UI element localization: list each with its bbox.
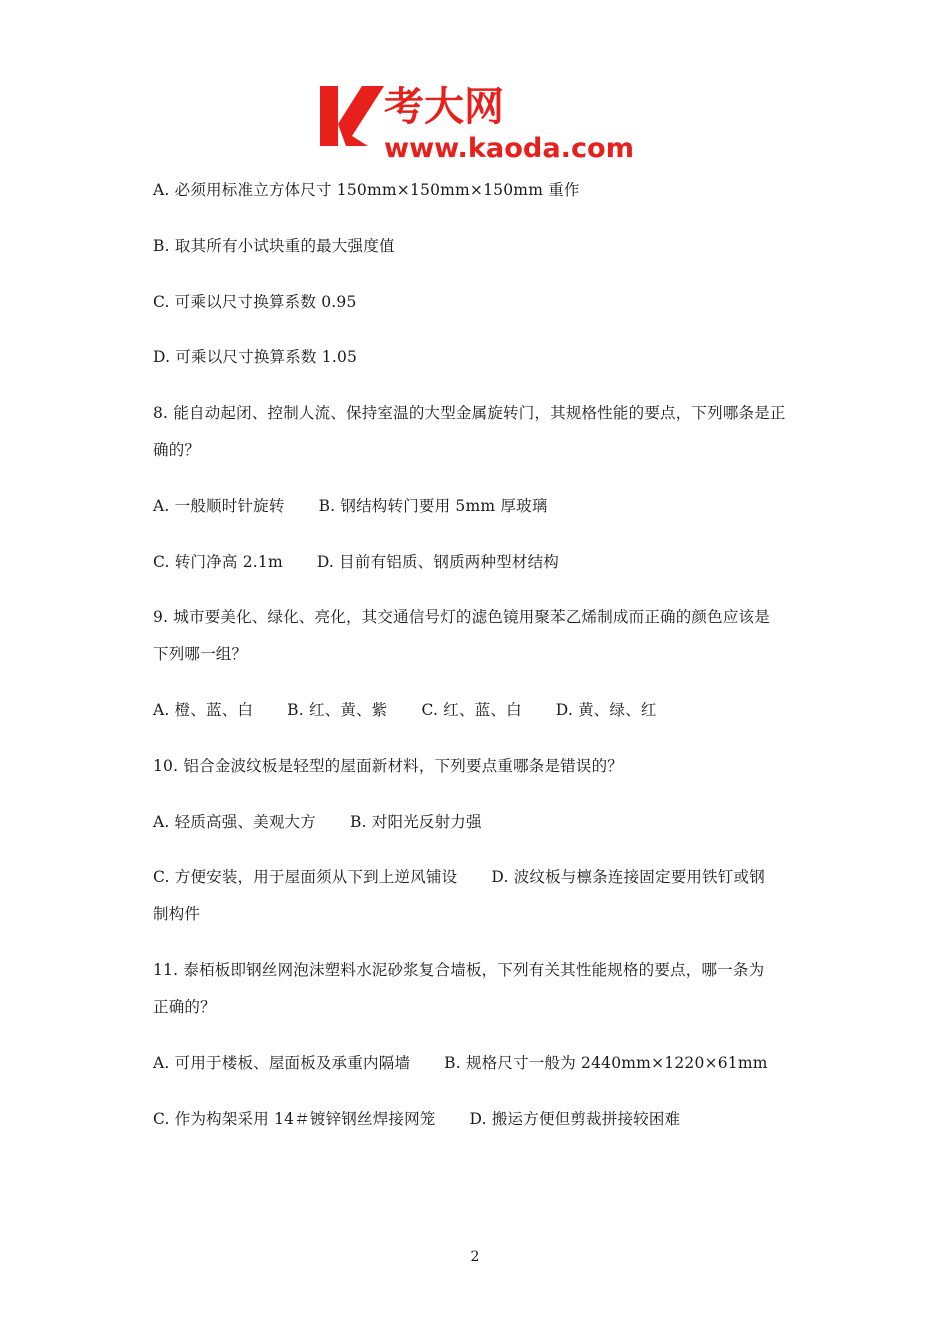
option-a: A. 橙、蓝、白 [153,701,254,719]
question-11-text: 11. 泰栢板即钢丝网泡沫塑料水泥砂浆复合墙板，下列有关其性能规格的要点，哪一条为 [153,961,765,979]
option-d: D. 搬运方便但剪裁拼接较困难 [469,1110,681,1128]
option-line: C. 可乘以尺寸换算系数 0.95 [153,293,357,311]
option-d: D. 黄、绿、红 [555,701,657,719]
page-number: 2 [470,1249,480,1265]
option-a: A. 轻质高强、美观大方 [153,813,316,831]
question-9-text-cont: 下列哪一组？ [153,645,248,663]
option-row [153,698,657,720]
question-8-text-cont: 确的？ [153,441,201,459]
option-line: D. 可乘以尺寸换算系数 1.05 [153,348,358,366]
option-a: A. 一般顺时针旋转 [153,497,285,515]
option-b: B. 对阳光反射力强 [349,813,482,831]
option-row [153,1107,680,1129]
option-c: C. 红、蓝、白 [421,701,522,719]
option-d: D. 波纹板与檩条连接固定要用铁钉或钢 [491,868,765,886]
k-logo-icon [320,86,384,146]
option-line: A. 必须用标准立方体尺寸 150mm×150mm×150mm 重作 [153,181,580,199]
option-b: B. 规格尺寸一般为 2440mm×1220×61mm [444,1054,768,1072]
question-11-text-cont: 正确的？ [153,998,216,1016]
option-b: B. 钢结构转门要用 5mm 厚玻璃 [318,497,548,515]
option-d: D. 目前有铝质、钢质两种型材结构 [316,553,559,571]
question-10-text: 10. 铝合金波纹板是轻型的屋面新材料，下列要点重哪条是错误的？ [153,757,623,775]
kaoda-logo [318,80,638,162]
question-9-text: 9. 城市要美化、绿化、亮化，其交通信号灯的滤色镜用聚苯乙烯制成而正确的颜色应该是 [153,608,770,626]
option-d-cont: 制构件 [153,905,201,923]
option-row [153,810,482,832]
option-line: B. 取其所有小试块重的最大强度值 [153,237,395,255]
option-row [153,1051,768,1073]
option-b: B. 红、黄、紫 [287,701,388,719]
option-c: C. 作为构架采用 14＃镀锌钢丝焊接网笼 [153,1110,436,1128]
option-c: C. 转门净高 2.1m [153,553,283,571]
logo-cn-text: 考大网 [384,84,504,130]
logo-url-text: www.kaoda.com [384,133,634,162]
option-row [153,550,559,572]
option-row [153,865,765,887]
question-8-text: 8. 能自动起闭、控制人流、保持室温的大型金属旋转门，其规格性能的要点，下列哪条是正 [153,404,786,422]
option-row [153,494,548,516]
option-c: C. 方便安装，用于屋面须从下到上逆风铺设 [153,868,458,886]
option-a: A. 可用于楼板、屋面板及承重内隔墙 [153,1054,411,1072]
